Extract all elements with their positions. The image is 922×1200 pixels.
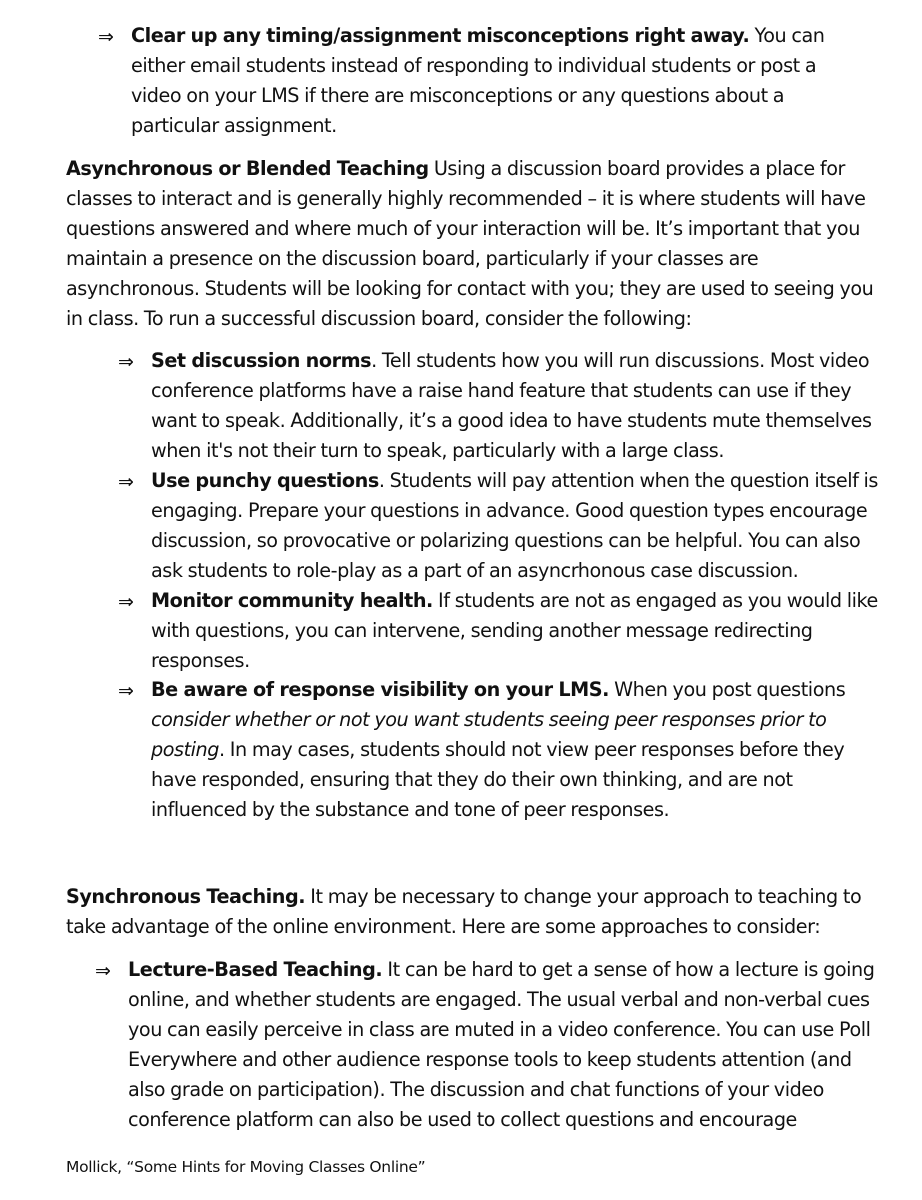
list-item-bold: Set discussion norms <box>151 349 372 372</box>
arrow-bullet-icon: ⇒ <box>95 960 111 982</box>
list-item-text: . Tell students how you will run discussions. Most video conference platforms have a raise hand feature that students can use if they want to speak. Additionally, it’s a good idea to have students mute themselves when it's not their turn to speak, particularly with a large class. <box>151 349 872 462</box>
arrow-bullet-icon: ⇒ <box>118 351 134 373</box>
list-item-text: It can be hard to get a sense of how a lecture is going online, and whether students are engaged. The usual verbal and non-verbal cues you can easily perceive in class are muted in a video conference. You can use Poll Everywhere and other audience response tools to keep students attention (and also grade on participation). The discussion and chat functions of your video conference platform can also be used to collect questions and encourage <box>128 958 875 1131</box>
list-item-text: When you post questions <box>608 678 846 701</box>
list-item-bold: Use punchy questions <box>151 469 379 492</box>
list-item-text: . Students will pay attention when the question itself is engaging. Prepare your questions in advance. Good question types encourage discussion, so provocative or polarizing questions can be helpful. You can also ask students to role-play as a part of an asyncrhonous case discussion. <box>151 469 878 582</box>
list-item-text: . In may cases, students should not view peer responses before they have responded, ensuring that they do their own thinking, and are not influenced by the substance and tone of peer responses. <box>151 738 845 821</box>
list-item <box>151 346 883 466</box>
arrow-bullet-icon: ⇒ <box>118 471 134 493</box>
intro-bullet-bold: Clear up any timing/assignment misconceptions right away. <box>131 24 750 47</box>
list-item-bold: Monitor community health. <box>151 589 433 612</box>
list-item <box>151 466 883 586</box>
arrow-bullet-icon: ⇒ <box>118 591 134 613</box>
arrow-bullet-icon: ⇒ <box>118 680 134 702</box>
async-paragraph <box>66 154 881 334</box>
list-item-italic: consider whether or not you want students seeing peer responses prior to posting <box>151 708 827 761</box>
sync-paragraph <box>66 882 881 942</box>
arrow-bullet-icon: ⇒ <box>98 26 114 48</box>
list-item <box>151 586 883 676</box>
list-item-text: If students are not as engaged as you would like with questions, you can intervene, sending another message redirecting responses. <box>151 589 878 672</box>
list-item-bold: Lecture-Based Teaching. <box>128 958 383 981</box>
list-item <box>151 675 883 825</box>
page-footer: Mollick, “Some Hints for Moving Classes Online” <box>66 1158 426 1176</box>
sync-text: It may be necessary to change your approach to teaching to take advantage of the online environment. Here are some approaches to consider: <box>66 885 862 938</box>
sync-heading: Synchronous Teaching. <box>66 885 306 908</box>
async-text: Using a discussion board provides a place for classes to interact and is generally highly recommended – it is where students will have questions answered and where much of your interaction will be. It’s important that you maintain a presence on the discussion board, particularly if your classes are asynchronous. Students will be looking for contact with you; they are used to seeing you in class. To run a successful discussion board, consider the following: <box>66 157 874 330</box>
list-item <box>128 955 883 1135</box>
intro-bullet <box>131 21 871 141</box>
intro-bullet-text: You can either email students instead of responding to individual students or post a video on your LMS if there are misconceptions or any questions about a particular assignment. <box>131 24 825 137</box>
list-item-bold: Be aware of response visibility on your LMS. <box>151 678 609 701</box>
async-heading: Asynchronous or Blended Teaching <box>66 157 429 180</box>
